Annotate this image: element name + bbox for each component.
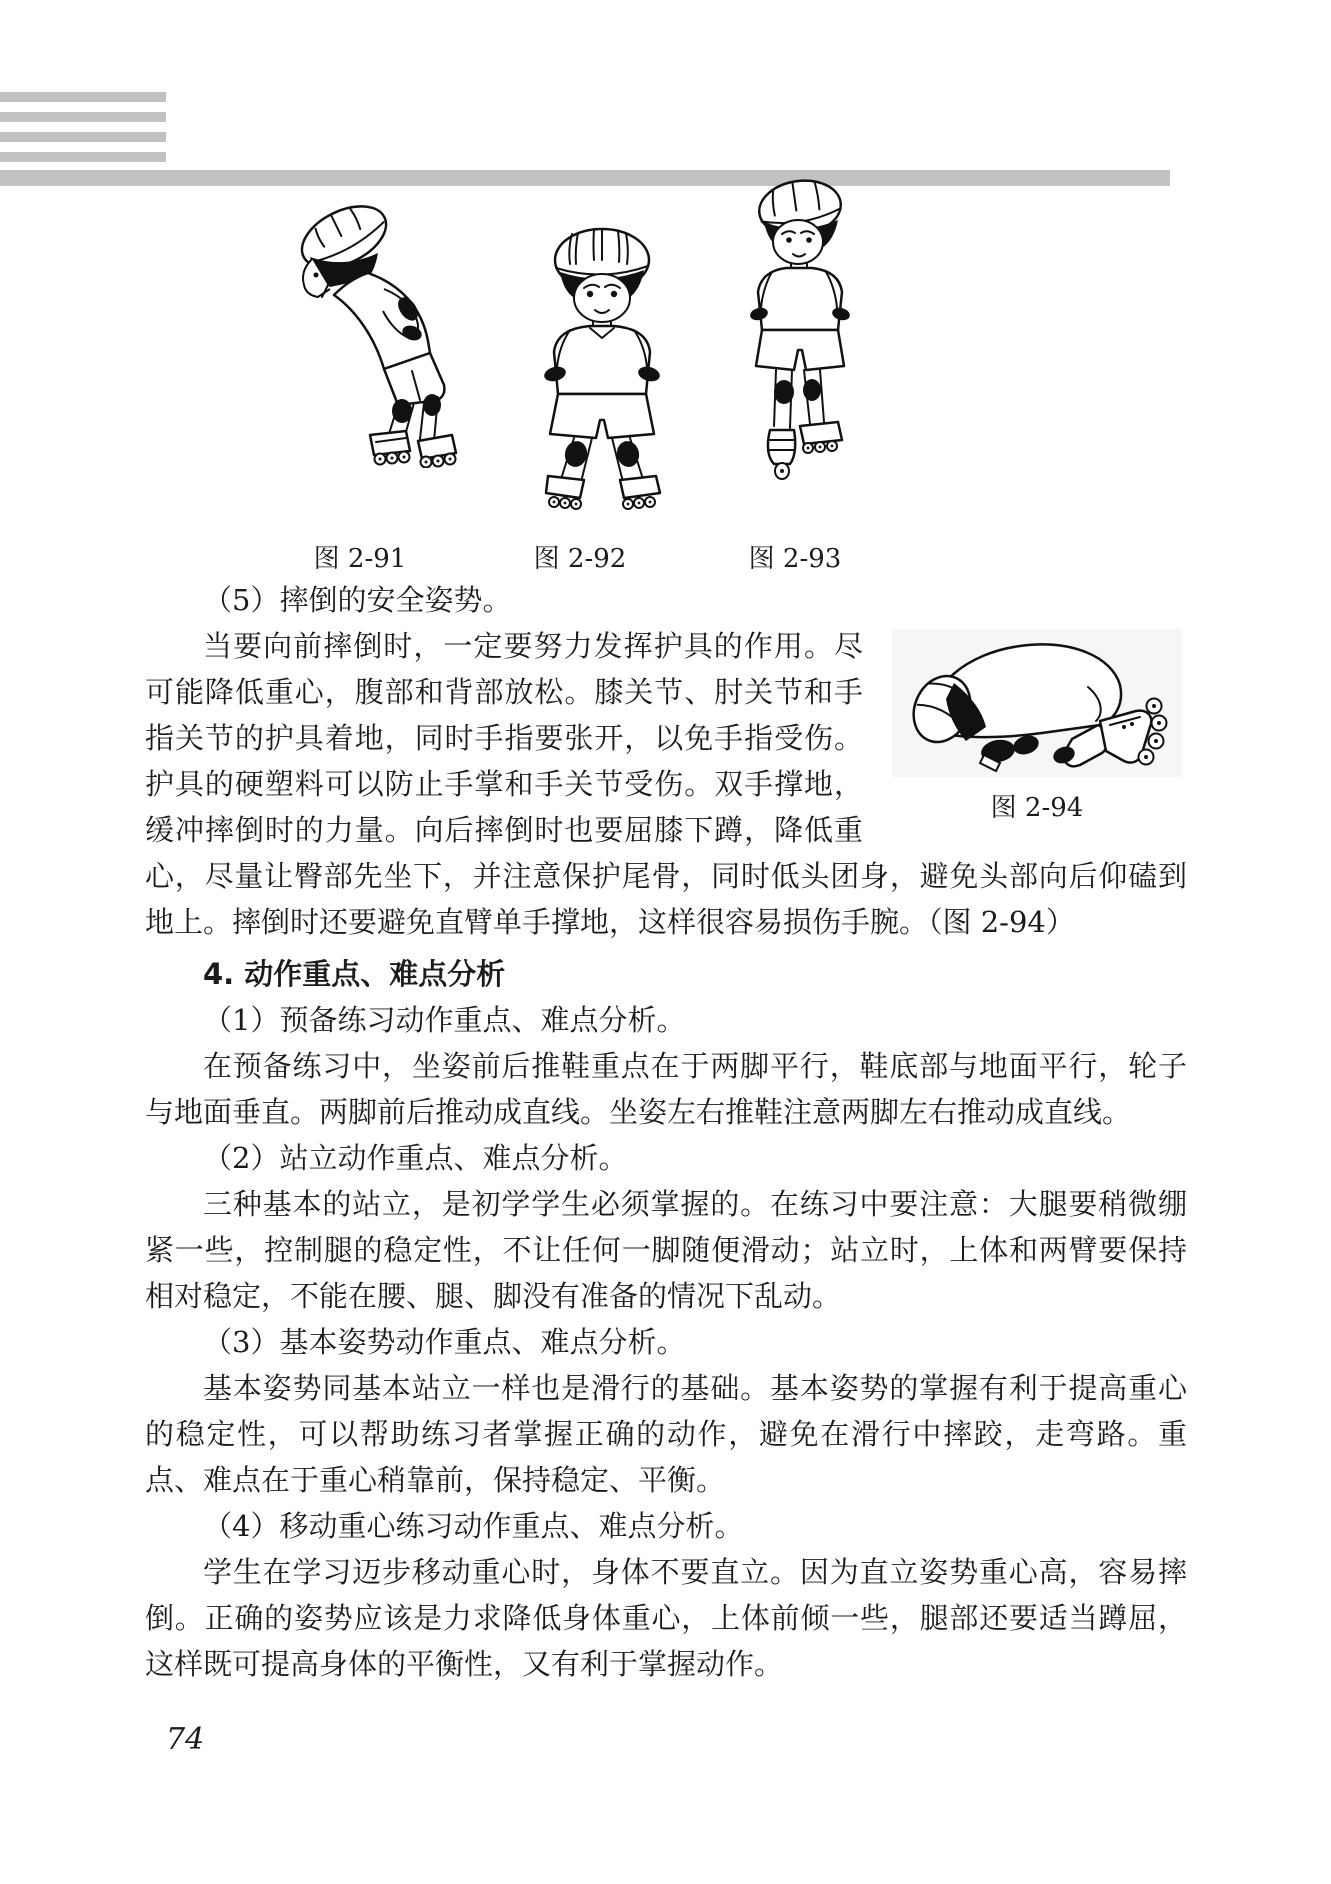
- paragraph-item3-heading: （3）基本姿势动作重点、难点分析。: [203, 1325, 686, 1359]
- paragraph-item2-heading: （2）站立动作重点、难点分析。: [203, 1141, 628, 1175]
- paragraph-item4-heading: （4）移动重心练习动作重点、难点分析。: [203, 1509, 744, 1543]
- paragraph-item1-heading: （1）预备练习动作重点、难点分析。: [203, 1003, 686, 1037]
- paragraph-fall-heading: （5）摔倒的安全姿势。: [203, 583, 512, 617]
- figure-2-93-illustration: [712, 178, 882, 483]
- figure-2-94: [887, 629, 1187, 825]
- figure-caption-2-92: 图 2-92: [533, 544, 627, 574]
- paragraph-item1-body: 在预备练习中，坐姿前后推鞋重点在于两脚平行，鞋底部与地面平行，轮子与地面垂直。两脚前后推动成直线。坐姿左右推鞋注意两脚左右推动成直线。: [145, 1049, 1187, 1129]
- figure-2-92-illustration: [502, 222, 702, 512]
- paragraph-item4-body: 学生在学习迈步移动重心时，身体不要直立。因为直立姿势重心高，容易摔倒。正确的姿势应该是力求降低身体重心，上体前倾一些，腿部还要适当蹲屈，这样既可提高身体的平衡性，又有利于掌握动作。: [145, 1555, 1187, 1681]
- header-decor-bar: [0, 132, 166, 142]
- section-heading-4: 4. 动作重点、难点分析: [203, 957, 506, 991]
- header-decor-bar: [0, 92, 166, 102]
- figure-2-94-illustration: [892, 629, 1182, 777]
- figure-caption-2-91: 图 2-91: [313, 544, 407, 574]
- figure-caption-2-94: 图 2-94: [990, 793, 1084, 823]
- paragraph-item3-body: 基本姿势同基本站立一样也是滑行的基础。基本姿势的掌握有利于提高重心的稳定性，可以帮助练习者掌握正确的动作，避免在滑行中摔跤，走弯路。重点、难点在于重心稍靠前，保持稳定、平衡。: [145, 1371, 1187, 1497]
- page-number: 74: [166, 1722, 205, 1757]
- paragraph-fall-body: 当要向前摔倒时，一定要努力发挥护具的作用。尽可能降低重心，腹部和背部放松。膝关节、肘关节和手指关节的护具着地，同时手指要张开，以免手指受伤。护具的硬塑料可以防止手掌和手关节受伤。双手撑地，缓冲摔倒时的力量。向后摔倒时也要屈膝下蹲，降低重心，尽量让臀部先坐下，并注意保护尾骨，同时低头团身，避免头部向后仰磕到地上。摔倒时还要避免直臂单手撑地，这样很容易损伤手腕。（图 2-94）: [145, 629, 1187, 939]
- page-content: [145, 577, 1187, 1687]
- paragraph-item2-body: 三种基本的站立，是初学学生必须掌握的。在练习中要注意：大腿要稍微绷紧一些，控制腿的稳定性，不让任何一脚随便滑动；站立时，上体和两臂要保持相对稳定，不能在腰、腿、脚没有准备的情况下乱动。: [145, 1187, 1187, 1313]
- figure-2-91-illustration: [272, 193, 507, 468]
- header-decor-bar: [0, 152, 166, 162]
- figure-caption-2-93: 图 2-93: [748, 544, 842, 574]
- header-decor-bar: [0, 112, 166, 122]
- fall-paragraph-block: [145, 623, 1187, 945]
- header-decor-rule: [0, 170, 1170, 186]
